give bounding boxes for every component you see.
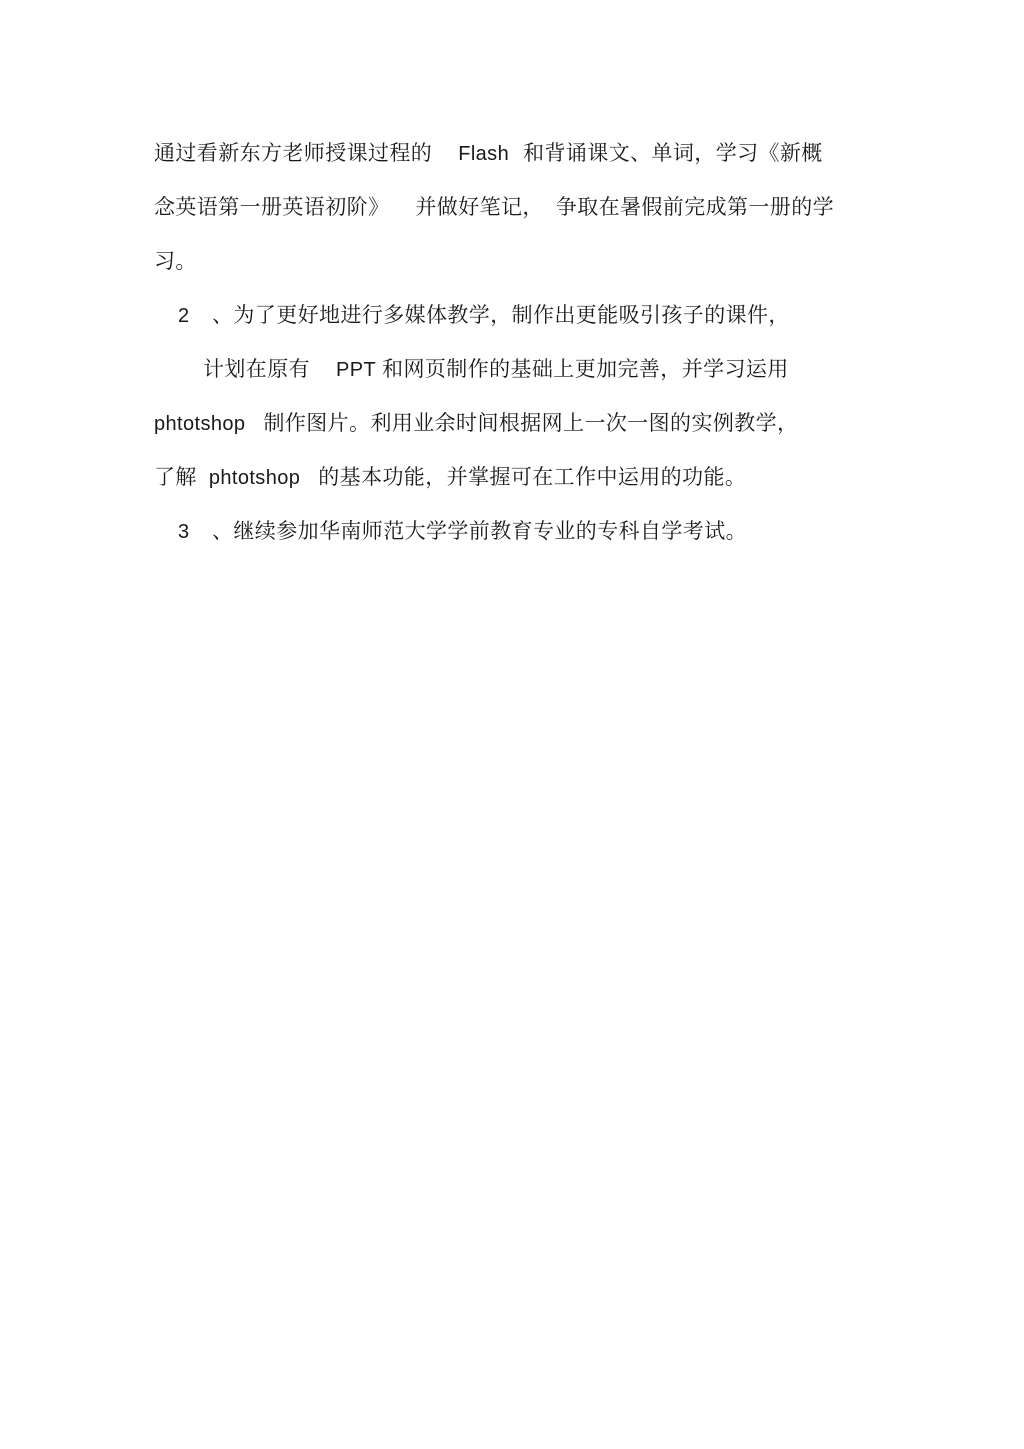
item2-line3-phtotshop: phtotshop (154, 413, 246, 435)
item2-line2-text-c: 和网页制作的基础上更加完善，并学习运用 (382, 357, 789, 381)
item3-number: 3 (178, 521, 190, 543)
item2-line2-ppt: PPT (336, 359, 377, 381)
para1-line1-flash: Flash (458, 143, 510, 165)
para1-line2-text-c: 争取在暑假前完成第一册的学 (555, 195, 835, 219)
para1-line2-text-b: 并做好笔记， (415, 195, 544, 219)
item2-number: 2 (178, 305, 190, 327)
para1-line2 (154, 193, 834, 221)
item2-line3-text-b: 制作图片。利用业余时间根据网上一次一图的实例教学， (263, 411, 799, 435)
para1-line3 (154, 247, 197, 275)
para1-line1 (154, 139, 823, 168)
item2-line2-text-a: 计划在原有 (203, 357, 310, 381)
item2-line2 (203, 355, 789, 384)
item2-line4-phtotshop: phtotshop (208, 467, 301, 489)
item2-line1 (178, 301, 790, 330)
para1-line1-text-c: 和背诵课文、单词，学习《新概 (523, 141, 823, 165)
item2-line4 (154, 463, 746, 492)
item2-line3 (154, 409, 798, 438)
item3-line1 (178, 517, 747, 546)
para1-line2-text-a: 念英语第一册英语初阶》 (154, 195, 390, 219)
item2-line1-text: 、为了更好地进行多媒体教学，制作出更能吸引孩子的课件， (212, 303, 790, 327)
para1-line3-text-a: 习。 (154, 249, 197, 273)
item2-line4-text-a: 了解 (154, 465, 197, 489)
para1-line1-text-a: 通过看新东方老师授课过程的 (154, 141, 433, 165)
item2-line4-text-c: 的基本功能，并掌握可在工作中运用的功能。 (318, 465, 747, 489)
item3-line1-text: 、继续参加华南师范大学学前教育专业的专科自学考试。 (212, 519, 747, 543)
